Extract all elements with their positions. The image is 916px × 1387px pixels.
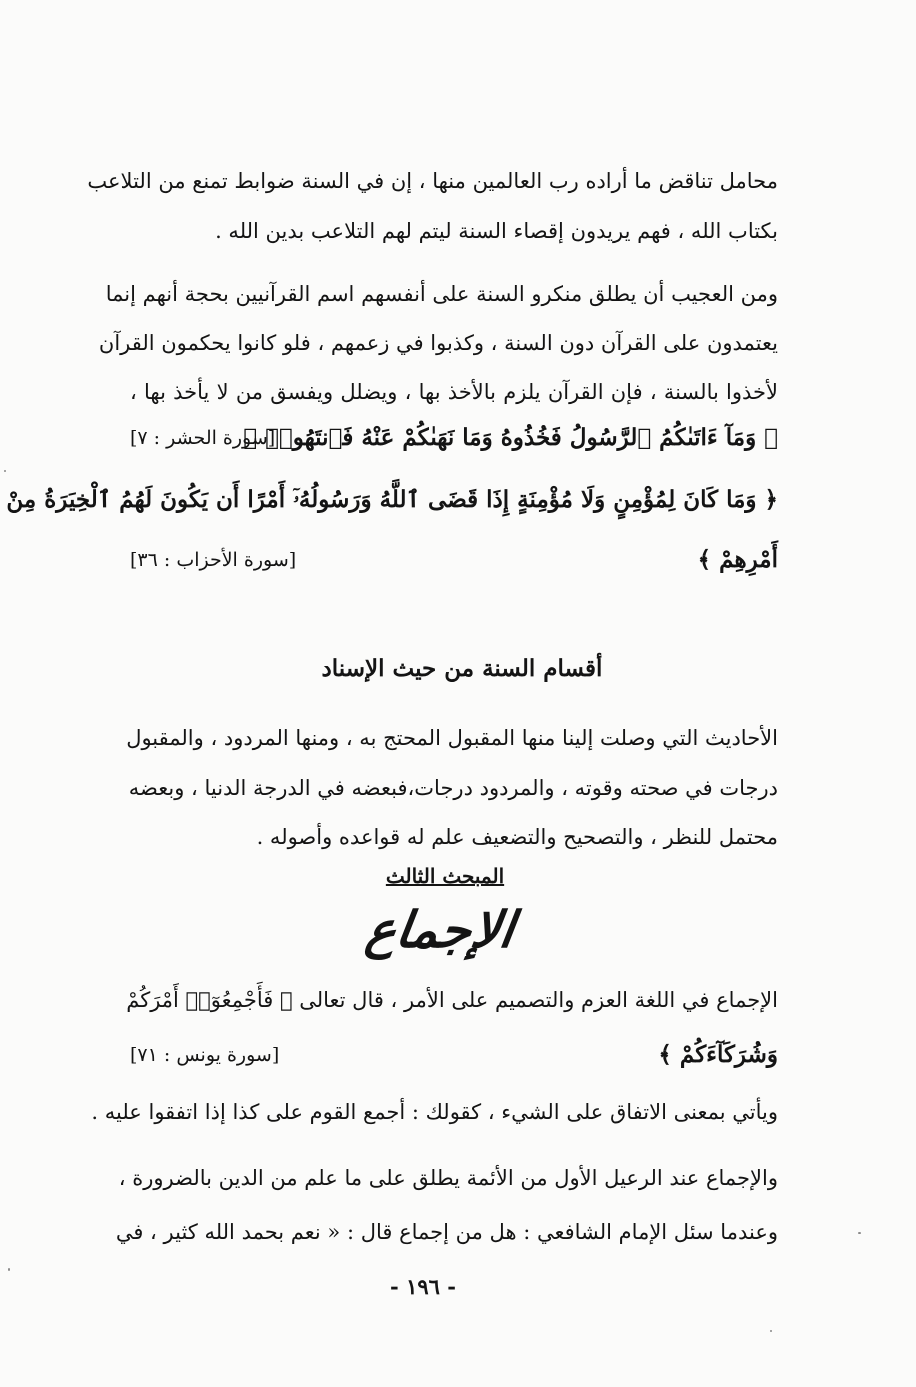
scan-speck	[4, 470, 6, 472]
paragraph-3-line-3: محتمل للنظر ، والتصحيح والتضعيف علم له قواعده وأصوله .	[256, 825, 778, 849]
paragraph-5-line-2: وعندما سئل الإمام الشافعي : هل من إجماع قال : « نعم بحمد الله كثير ، في	[115, 1220, 778, 1244]
paragraph-2-line-1: ومن العجيب أن يطلق منكرو السنة على أنفسهم اسم القرآنيين بحجة أنهم إنما	[105, 282, 778, 306]
paragraph-2-line-3: لأخذوا بالسنة ، فإن القرآن يلزم بالأخذ بها ، ويضلل ويفسق من لا يأخذ بها ،	[130, 380, 778, 404]
quran-verse-al-ahzab: ﴿ وَمَا كَانَ لِمُؤْمِنٍ وَلَا مُؤْمِنَةٍ إِذَا قَضَى ٱللَّهُ وَرَسُولُهُۥٓ أَمْرًا أَن يَكُونَ لَهُمُ ٱلْخِيَرَةُ مِنْ	[6, 486, 778, 513]
paragraph-2-line-2: يعتمدون على القرآن دون السنة ، وكذبوا في زعمهم ، فلو كانوا يحكمون القرآن	[98, 331, 778, 355]
paragraph-1-line-2: بكتاب الله ، فهم يريدون إقصاء السنة ليتم لهم التلاعب بدين الله .	[215, 219, 778, 243]
scan-speck	[858, 1232, 861, 1234]
scan-speck	[8, 1268, 10, 1271]
page-number: - ١٩٦ -	[390, 1274, 456, 1299]
verse-reference: [سورة الأحزاب : ٣٦]	[130, 549, 297, 571]
verse-reference: [سورة يونس : ٧١]	[130, 1044, 280, 1066]
verse-2-row-1	[6, 480, 778, 520]
paragraph-3-line-2: درجات في صحته وقوته ، والمردود درجات،فبعضه في الدرجة الدنيا ، وبعضه	[128, 776, 778, 800]
quran-verse-yunus: وَشُرَكَآءَكُمْ ﴾	[658, 1041, 778, 1068]
verse-1-row	[130, 418, 778, 458]
paragraph-3-line-1: الأحاديث التي وصلت إلينا منها المقبول المحتج به ، ومنها المردود ، والمقبول	[126, 726, 778, 750]
verse-reference: [سورة الحشر : ٧]	[130, 427, 276, 449]
paragraph-4-line-1: الإجماع في اللغة العزم والتصميم على الأمر ، قال تعالى ﴿ فَأَجْمِعُوٓا۟ أَمْرَكُمْ	[126, 988, 778, 1012]
paragraph-1-line-1: محامل تناقض ما أراده رب العالمين منها ، إن في السنة ضوابط تمنع من التلاعب	[87, 169, 778, 193]
paragraph-4-row-1	[126, 980, 778, 1020]
scan-speck	[770, 1330, 772, 1332]
paragraph-5-line-1: والإجماع عند الرعيل الأول من الأئمة يطلق على ما علم من الدين بالضرورة ،	[118, 1166, 778, 1190]
quran-verse-al-ahzab-end: أَمْرِهِمْ ﴾	[697, 546, 778, 573]
paragraph-4-line-3: ويأتي بمعنى الاتفاق على الشيء ، كقولك : أجمع القوم على كذا إذا اتفقوا عليه .	[91, 1100, 778, 1124]
paragraph-4-row-2	[130, 1035, 778, 1075]
chapter-title: الإجماع	[362, 900, 518, 959]
quran-verse-al-hashr: ﴿ وَمَآ ءَاتَىٰكُمُ ٱلرَّسُولُ فَخُذُوهُ وَمَا نَهَىٰكُمْ عَنْهُ فَٱنتَهُوا۟ ﴾	[243, 424, 778, 451]
chapter-label: المبحث الثالث	[385, 864, 505, 888]
section-heading: أقسام السنة من حيث الإسناد	[321, 655, 603, 682]
verse-2-row-2	[130, 540, 778, 580]
